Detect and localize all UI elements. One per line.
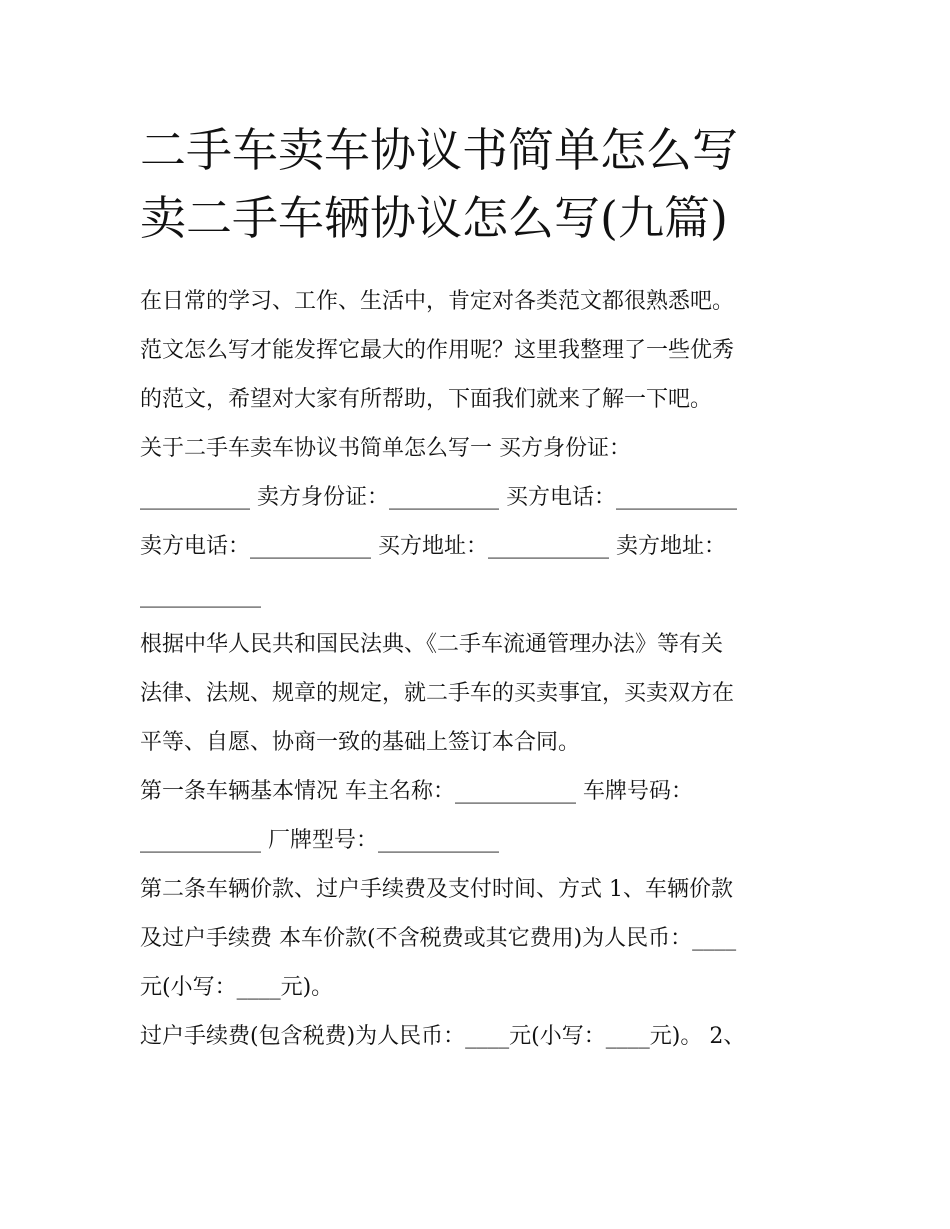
body-line-13: 第二条车辆价款、过户手续费及支付时间、方式 1、车辆价款 (140, 877, 733, 902)
document-title (140, 116, 840, 252)
body-line-8: 根据中华人民共和国民法典、《二手车流通管理办法》等有关 (140, 632, 724, 657)
body-line-16: 过户手续费(包含税费)为人民币：____元(小写：____元)。 2、 (140, 1024, 746, 1049)
title-line-2: 卖二手车辆协议怎么写(九篇) (140, 191, 728, 245)
body-line-3: 的范文，希望对大家有所帮助，下面我们就来了解一下吧。 (140, 387, 713, 412)
title-line-1: 二手车卖车协议书简单怎么写 (140, 123, 738, 177)
body-line-12: ___________ 厂牌型号：___________ (140, 828, 499, 853)
body-line-10: 平等、自愿、协商一致的基础上签订本合同。 (140, 730, 581, 755)
body-line-11: 第一条车辆基本情况 车主名称：___________ 车牌号码： (140, 779, 693, 804)
body-line-2: 范文怎么写才能发挥它最大的作用呢？这里我整理了一些优秀 (140, 338, 735, 363)
document-body (140, 277, 820, 1061)
body-line-14: 及过户手续费 本车价款(不含税费或其它费用)为人民币：____ (140, 926, 737, 951)
body-line-5: __________ 卖方身份证：__________ 买方电话：___________ (140, 485, 737, 510)
body-line-7: ___________ (140, 583, 261, 608)
body-line-1: 在日常的学习、工作、生活中，肯定对各类范文都很熟悉吧。 (140, 289, 735, 314)
body-line-15: 元(小写：____元)。 (140, 975, 334, 1000)
body-line-6: 卖方电话：___________ 买方地址：___________ 卖方地址： (140, 534, 726, 559)
body-line-9: 法律、法规、规章的规定，就二手车的买卖事宜，买卖双方在 (140, 681, 735, 706)
body-line-4: 关于二手车卖车协议书简单怎么写一 买方身份证： (140, 436, 631, 461)
